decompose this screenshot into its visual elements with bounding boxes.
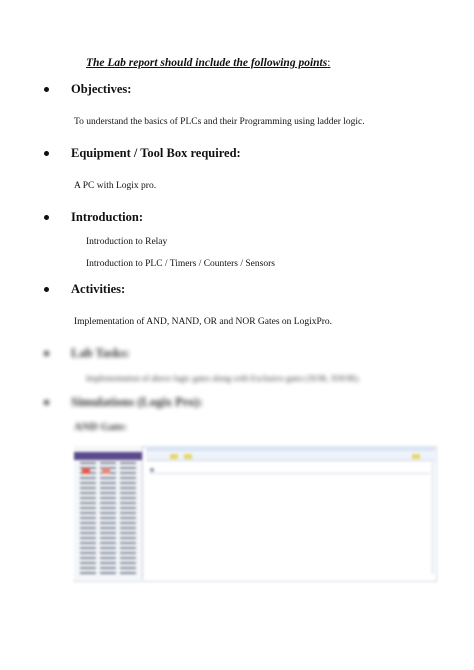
report-heading-colon: :: [327, 57, 331, 69]
section-title: Equipment / Tool Box required:: [71, 146, 241, 160]
toolbar-chip: [184, 454, 192, 459]
bullet-icon: [44, 351, 49, 356]
objectives-text: To understand the basics of PLCs and their Programming using ladder logic.: [74, 117, 365, 127]
introduction-line-1: Introduction to Relay: [86, 237, 168, 247]
section-introduction: [44, 210, 143, 225]
rung-marker: [150, 468, 154, 472]
io-highlight: [82, 468, 90, 474]
section-title: Lab Tasks:: [71, 346, 130, 360]
bullet-icon: [44, 215, 49, 220]
section-title: Objectives:: [71, 82, 132, 96]
bullet-icon: [44, 400, 49, 405]
section-title: Activities:: [71, 282, 126, 296]
section-lab-tasks: [44, 346, 130, 361]
io-column: [120, 462, 136, 574]
section-equipment: [44, 146, 241, 161]
report-heading: [86, 57, 330, 69]
io-panel-header: [74, 452, 142, 460]
introduction-line-2: Introduction to PLC / Timers / Counters / Sensors: [86, 259, 275, 269]
section-title: Simulations (Logix Pro):: [71, 395, 203, 409]
equipment-text: A PC with Logix pro.: [74, 181, 157, 191]
section-title: Introduction:: [71, 210, 144, 224]
report-heading-text: The Lab report should include the following points: [86, 57, 328, 69]
section-activities: [44, 282, 125, 297]
io-column: [80, 462, 96, 574]
section-objectives: [44, 82, 131, 97]
section-simulations: [44, 395, 203, 410]
toolbar-chip: [170, 454, 178, 459]
io-highlight: [102, 468, 110, 474]
screenshot-titlebar: [146, 446, 435, 452]
bullet-icon: [44, 151, 49, 156]
activities-text: Implementation of AND, NAND, OR and NOR Gates on LogixPro.: [74, 317, 333, 327]
rung-line: [150, 473, 430, 474]
bullet-icon: [44, 87, 49, 92]
toolbar-chip: [412, 454, 420, 459]
right-rail: [432, 462, 433, 574]
bullet-icon: [44, 287, 49, 292]
io-column: [100, 462, 116, 574]
ladder-logic-screenshot: [74, 446, 435, 580]
and-gate-subheading: AND Gate:: [74, 421, 127, 433]
lab-tasks-text: Implementation of above logic gates along with Exclusive gates (XOR, XNOR).: [86, 373, 360, 383]
